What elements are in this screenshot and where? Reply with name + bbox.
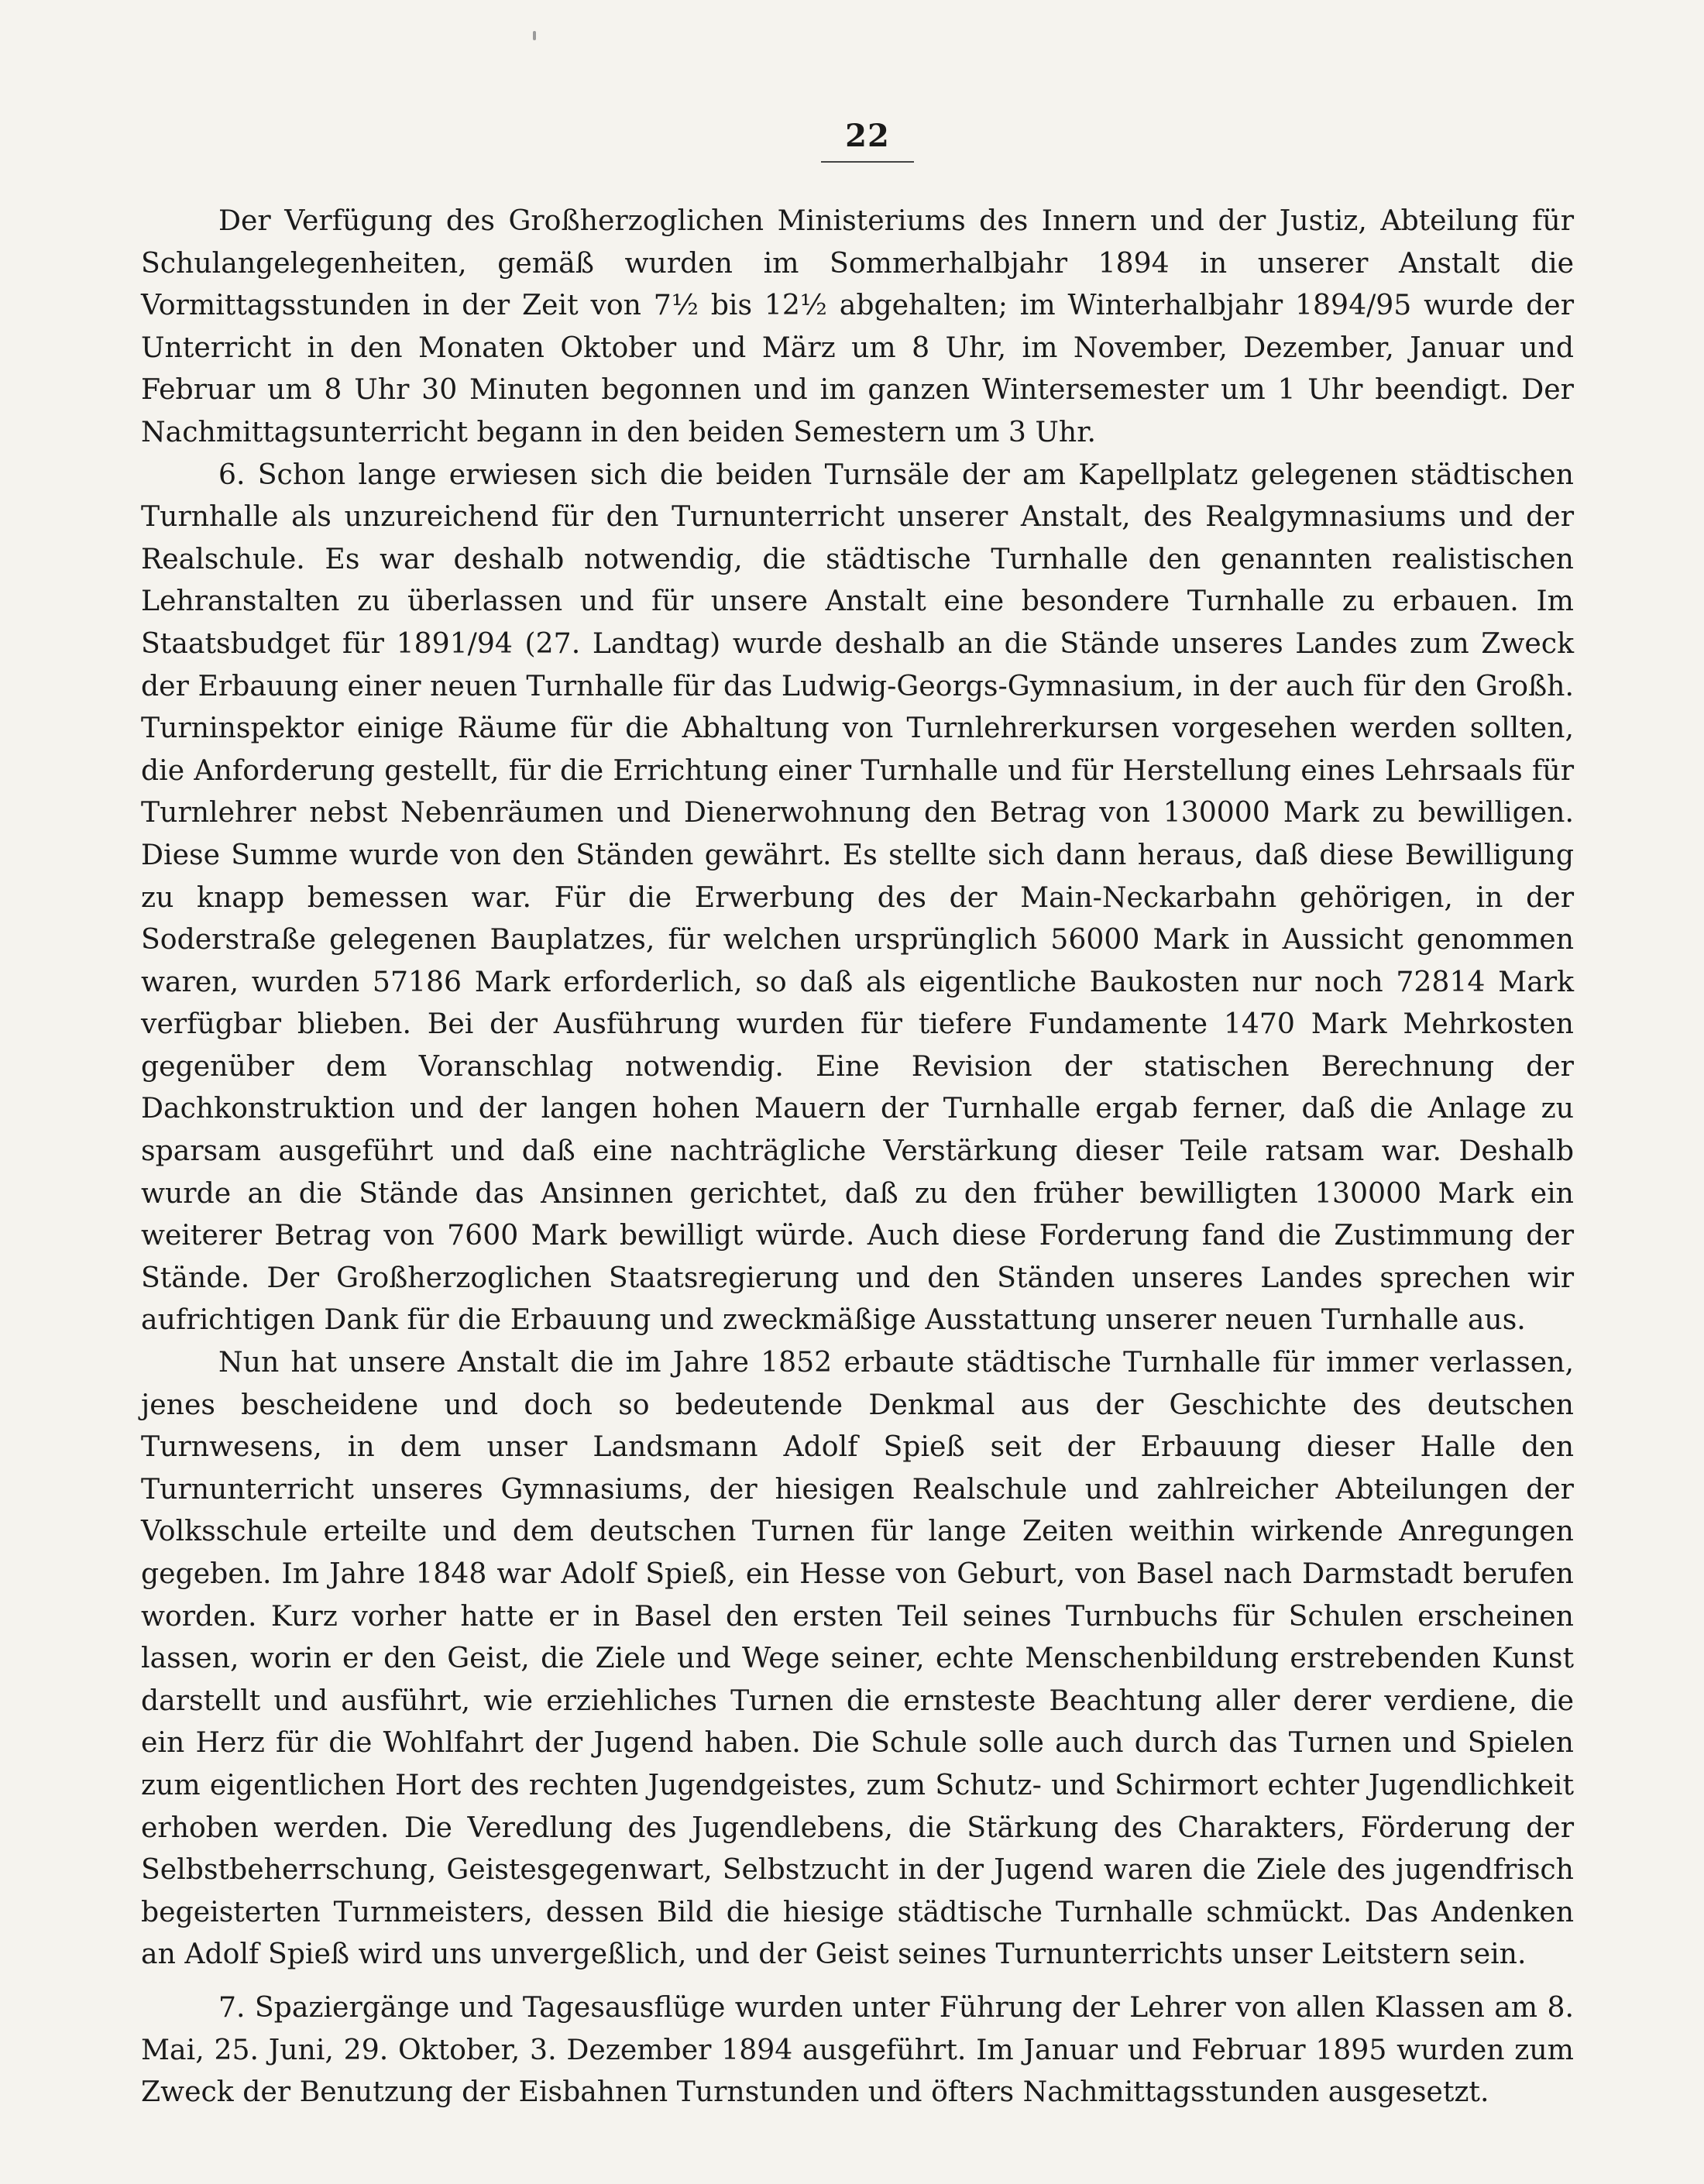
body-text xyxy=(141,200,1574,2114)
page-number: 22 xyxy=(845,118,890,154)
page-number-rule xyxy=(821,161,914,163)
scan-speck xyxy=(533,31,536,40)
paragraph-adolf-spiess: Nun hat unsere Anstalt die im Jahre 1852 erbaute städtische Turnhalle für immer verlassen, jenes bescheidene und doch so bedeutende Denkmal aus der Geschichte des deutschen Turnwesens, in dem unser Landsmann Adolf Spieß seit der Erbauung dieser Halle den Turnunterricht unseres Gymnasiums, der hiesigen Realschule und zahlreicher Abteilungen der Volksschule erteilte und dem deutschen Turnen für lange Zeiten weithin wirkende Anregungen gegeben. Im Jahre 1848 war Adolf Spieß, ein Hesse von Geburt, von Basel nach Darmstadt berufen worden. Kurz vorher hatte er in Basel den ersten Teil seines Turnbuchs für Schulen erscheinen lassen, worin er den Geist, die Ziele und Wege seiner, echte Menschenbildung erstrebenden Kunst darstellt und ausführt, wie erziehliches Turnen die ernsteste Beachtung aller derer verdiene, die ein Herz für die Wohlfahrt der Jugend haben. Die Schule solle auch durch das Turnen und Spielen zum eigentlichen Hort des rechten Jugendgeistes, zum Schutz- und Schirmort echter Jugendlichkeit erhoben werden. Die Veredlung des Jugendlebens, die Stärkung des Charakters, Förderung der Selbstbeherrschung, Geistesgegenwart, Selbstzucht in der Jugend waren die Ziele des jugendfrisch begeisterten Turnmeisters, dessen Bild die hiesige städtische Turnhalle schmückt. Das Andenken an Adolf Spieß wird uns unvergeßlich, und der Geist seines Turnunterrichts unser Leitstern sein. xyxy=(141,1345,1574,1971)
paragraph-schedule: Der Verfügung des Großherzoglichen Ministeriums des Innern und der Justiz, Abteilung für Schulangelegenheiten, gemäß wurden im Sommerhalbjahr 1894 in unserer Anstalt die Vormittagsstunden in der Zeit von 7½ bis 12½ abgehalten; im Winterhalbjahr 1894/95 wurde der Unterricht in den Monaten Oktober und März um 8 Uhr, im November, Dezember, Januar und Februar um 8 Uhr 30 Minuten begonnen und im ganzen Wintersemester um 1 Uhr beendigt. Der Nachmittagsunterricht begann in den beiden Semestern um 3 Uhr. xyxy=(141,204,1574,448)
paragraph-excursions: 7. Spaziergänge und Tagesausflüge wurden unter Führung der Lehrer von allen Klassen am 8. Mai, 25. Juni, 29. Oktober, 3. Dezember 1894 ausgeführt. Im Januar und Februar 1895 wurden zum Zweck der Benutzung der Eisbahnen Turnstunden und öfters Nachmittagsstunden ausgesetzt. xyxy=(141,1990,1574,2109)
paragraph-gymnasium-hall: 6. Schon lange erwiesen sich die beiden Turnsäle der am Kapellplatz gelegenen städtischen Turnhalle als unzureichend für den Turnunterricht unserer Anstalt, des Realgymnasiums und der Realschule. Es war deshalb notwendig, die städtische Turnhalle den genannten realistischen Lehranstalten zu überlassen und für unsere Anstalt eine besondere Turnhalle zu erbauen. Im Staatsbudget für 1891/94 (27. Landtag) wurde deshalb an die Stände unseres Landes zum Zweck der Erbauung einer neuen Turnhalle für das Ludwig-Georgs-Gymnasium, in der auch für den Großh. Turninspektor einige Räume für die Abhaltung von Turnlehrerkursen vorgesehen werden sollten, die Anforderung gestellt, für die Errichtung einer Turnhalle und für Herstellung eines Lehrsaals für Turnlehrer nebst Nebenräumen und Dienerwohnung den Betrag von 130000 Mark zu bewilligen. Diese Summe wurde von den Ständen gewährt. Es stellte sich dann heraus, daß diese Bewilligung zu knapp bemessen war. Für die Erwerbung des der Main-Neckarbahn gehörigen, in der Soderstraße gelegenen Bauplatzes, für welchen ursprünglich 56000 Mark in Aussicht genommen waren, wurden 57186 Mark erforderlich, so daß als eigentliche Baukosten nur noch 72814 Mark verfügbar blieben. Bei der Ausführung wurden für tiefere Fundamente 1470 Mark Mehrkosten gegenüber dem Voranschlag notwendig. Eine Revision der statischen Berechnung der Dachkonstruktion und der langen hohen Mauern der Turnhalle ergab ferner, daß die Anlage zu sparsam ausgeführt und daß eine nachträgliche Verstärkung dieser Teile ratsam war. Deshalb wurde an die Stände das Ansinnen gerichtet, daß zu den früher bewilligten 130000 Mark ein weiterer Betrag von 7600 Mark bewilligt würde. Auch diese Forderung fand die Zustimmung der Stände. Der Großherzoglichen Staatsregierung und den Ständen unseres Landes sprechen wir aufrichtigen Dank für die Erbauung und zweckmäßige Ausstattung unserer neuen Turnhalle aus. xyxy=(141,457,1574,1337)
